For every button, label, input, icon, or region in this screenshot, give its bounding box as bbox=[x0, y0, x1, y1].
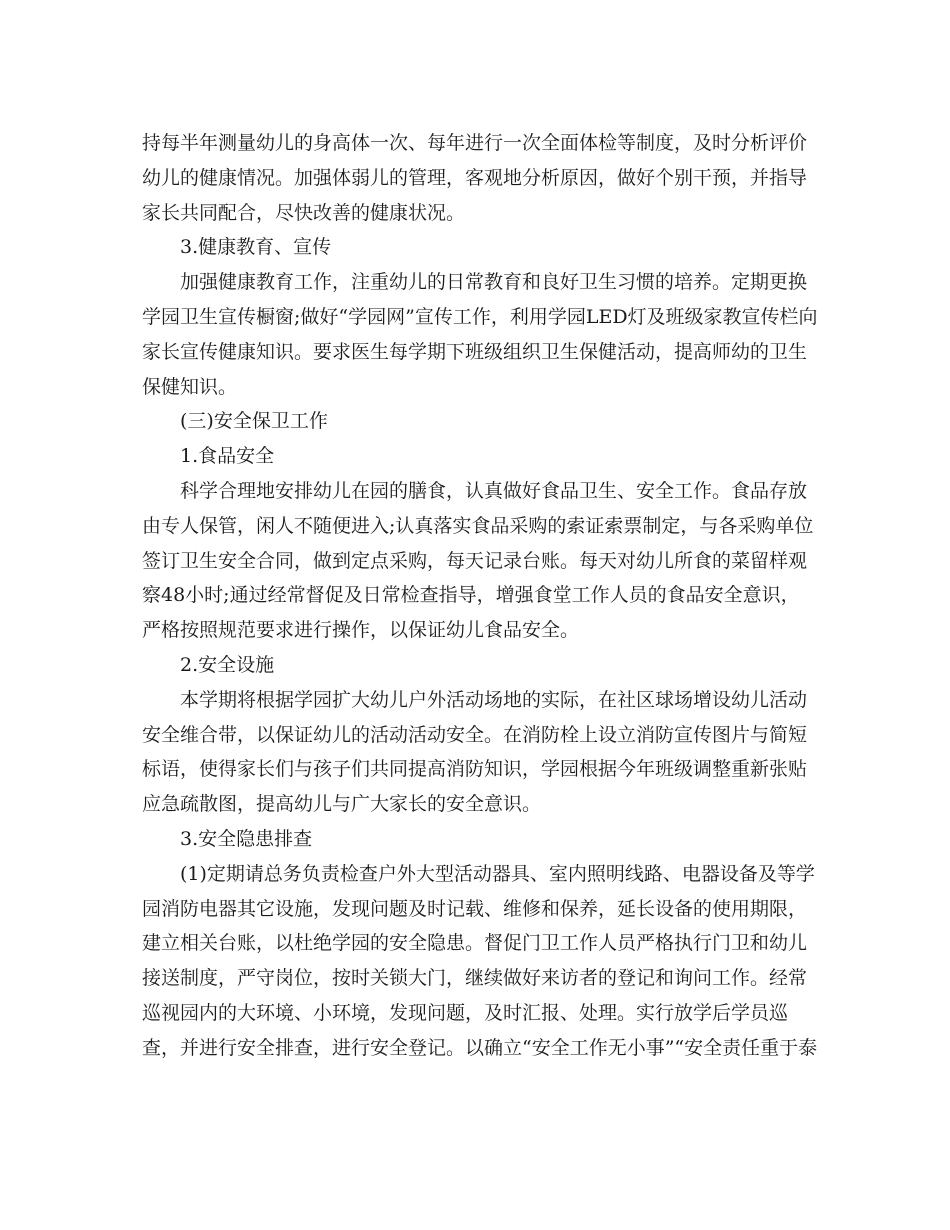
text-line: 园消防电器其它设施，发现问题及时记载、维修和保养，延长设备的使用期限， bbox=[142, 897, 808, 920]
text-line: 应急疏散图，提高幼儿与广大家长的安全意识。 bbox=[142, 793, 542, 816]
text-line: 本学期将根据学园扩大幼儿户外活动场地的实际，在社区球场增设幼儿活动 bbox=[180, 688, 808, 711]
text-line: 查，并进行安全排查，进行安全登记。以确立“安全工作无小事”“安全责任重于泰 bbox=[142, 1036, 818, 1059]
document-body bbox=[142, 126, 818, 1066]
text-line: 接送制度，严守岗位，按时关锁大门，继续做好来访者的登记和询问工作。经常 bbox=[142, 967, 808, 990]
text-line: 标语，使得家长们与孩子们共同提高消防知识，学园根据今年班级调整重新张贴 bbox=[142, 758, 808, 781]
text-line: 察48小时;通过经常督促及日常检查指导，增强食堂工作人员的食品安全意识， bbox=[142, 584, 800, 607]
text-line: 加强健康教育工作，注重幼儿的日常教育和良好卫生习惯的培养。定期更换 bbox=[180, 271, 808, 294]
section-heading: 2.安全设施 bbox=[180, 653, 275, 676]
text-line: 幼儿的健康情况。加强体弱儿的管理，客观地分析原因，做好个别干预，并指导 bbox=[142, 166, 808, 189]
section-heading: 3.健康教育、宣传 bbox=[180, 236, 332, 259]
body-paragraph bbox=[142, 857, 818, 1066]
text-line: 家长共同配合，尽快改善的健康状况。 bbox=[142, 201, 466, 224]
text-line: 安全维合带，以保证幼儿的活动活动安全。在消防栓上设立消防宣传图片与简短 bbox=[142, 723, 808, 746]
body-paragraph bbox=[142, 126, 810, 230]
text-line: 学园卫生宣传橱窗;做好“学园网”宣传工作，利用学园LED灯及班级家教宣传栏向 bbox=[142, 305, 818, 328]
text-line: 持每半年测量幼儿的身高体一次、每年进行一次全面体检等制度，及时分析评价 bbox=[142, 132, 808, 154]
body-paragraph bbox=[142, 265, 818, 404]
text-line: 家长宣传健康知识。要求医生每学期下班级组织卫生保健活动，提高师幼的卫生 bbox=[142, 340, 808, 363]
text-line: 科学合理地安排幼儿在园的膳食，认真做好食品卫生、安全工作。食品存放 bbox=[180, 479, 808, 502]
body-paragraph bbox=[142, 683, 810, 822]
section-heading: 1.食品安全 bbox=[180, 445, 275, 468]
text-line: 巡视园内的大环境、小环境，发现问题，及时汇报、处理。实行放学后学员巡 bbox=[142, 1001, 789, 1024]
section-heading: (三)安全保卫工作 bbox=[180, 410, 328, 433]
text-line: 保健知识。 bbox=[142, 375, 238, 398]
text-line: 严格按照规范要求进行操作，以保证幼儿食品安全。 bbox=[142, 619, 580, 642]
body-paragraph bbox=[142, 474, 814, 648]
text-line: 由专人保管，闲人不随便进入;认真落实食品采购的索证索票制定，与各采购单位 bbox=[142, 514, 814, 537]
text-line: 建立相关台账，以杜绝学园的安全隐患。督促门卫工作人员严格执行门卫和幼儿 bbox=[142, 932, 808, 955]
text-line: (1)定期请总务负责检查户外大型活动器具、室内照明线路、电器设备及等学 bbox=[180, 862, 815, 885]
section-heading: 3.安全隐患排查 bbox=[180, 827, 313, 850]
text-line: 签订卫生安全合同，做到定点采购，每天记录台账。每天对幼儿所食的菜留样观 bbox=[142, 549, 808, 572]
